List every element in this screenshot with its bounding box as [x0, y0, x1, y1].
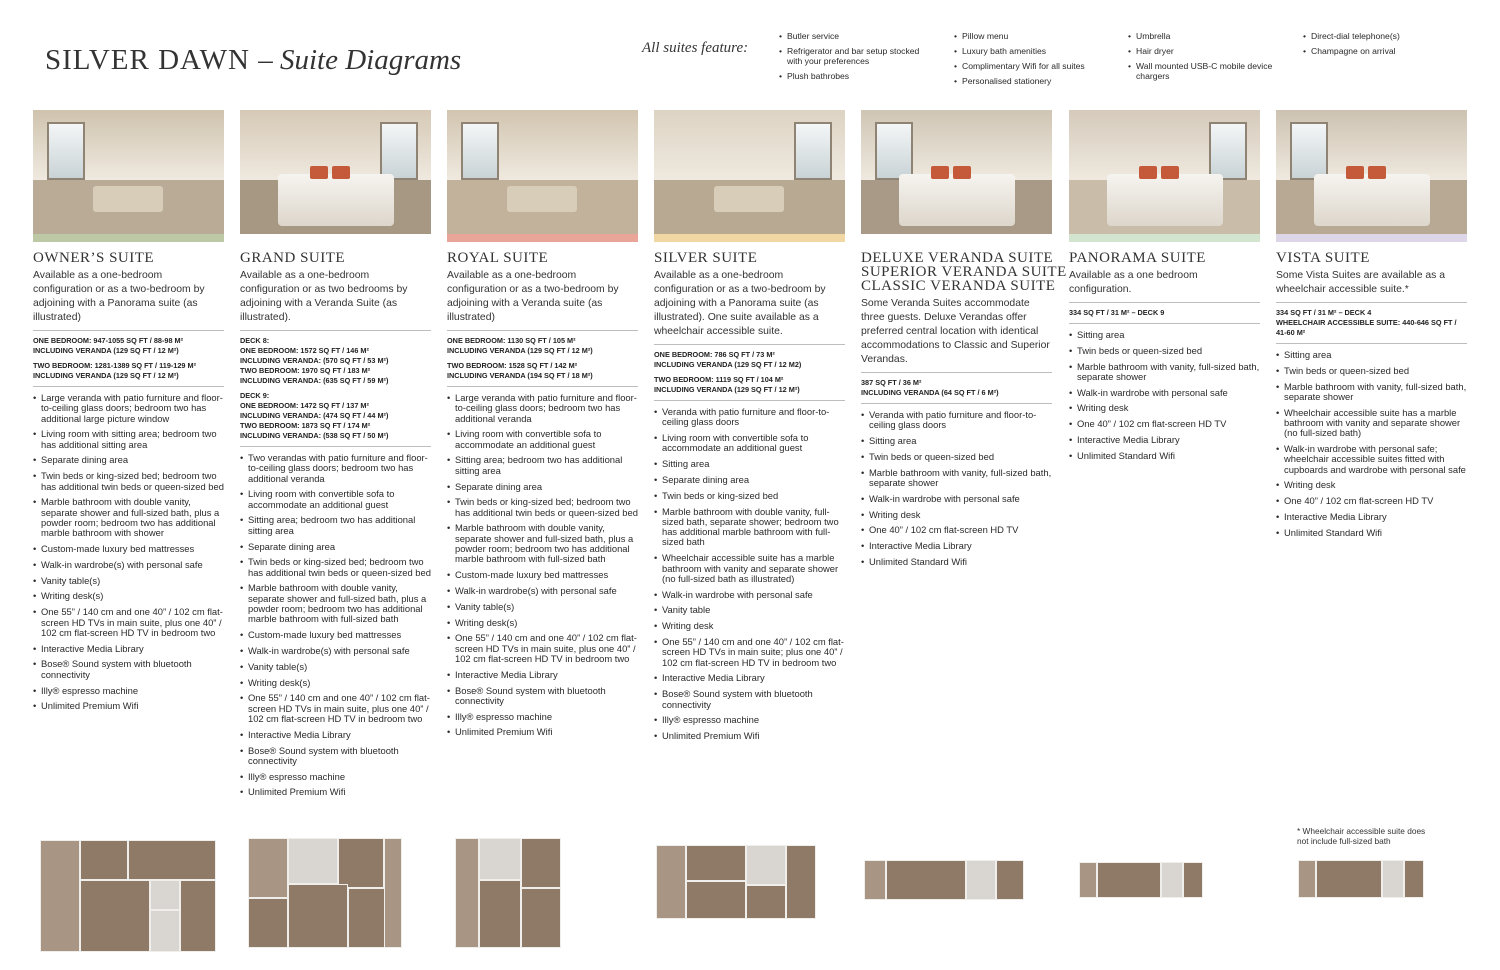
feature-column [1303, 31, 1453, 61]
spec-line: DECK 9: [240, 391, 270, 400]
suite-intro: Some Vista Suites are available as a wheelchair accessible suite.* [1276, 270, 1446, 295]
feature-column [779, 31, 929, 86]
suite-feature: • Sitting area [1069, 330, 1260, 340]
suite-feature-list [447, 393, 638, 738]
divider [861, 403, 1052, 404]
page-subtitle: – Suite Diagrams [258, 44, 462, 76]
suite-photo [1069, 110, 1260, 234]
suite-feature: • Illy® espresso machine [447, 712, 638, 722]
suite-feature: • Writing desk [1276, 480, 1467, 490]
floor-plan-room [1183, 862, 1203, 898]
floor-plan-room [886, 860, 966, 900]
suite-feature: • Living room with convertible sofa to accommodate an additional guest [447, 429, 638, 450]
suite-size-spec [240, 336, 431, 386]
divider [240, 446, 431, 447]
floor-plan-room [1382, 860, 1404, 898]
feature-item: • Hair dryer [1128, 46, 1273, 56]
suite-feature: • Marble bathroom with vanity, full-sized bath, separate shower [1069, 362, 1260, 383]
spec-line: INCLUDING VERANDA (194 SQ FT / 18 M²) [447, 371, 593, 380]
suite-feature: • Separate dining area [33, 455, 224, 465]
suite-feature: • Marble bathroom with double vanity, full-sized bath, separate shower; bedroom two has additional marble bathroom with full-sized bath [654, 507, 845, 548]
suite-size-spec [861, 378, 1052, 398]
suite-feature: • Twin beds or king-sized bed [654, 491, 845, 501]
feature-item: • Butler service [779, 31, 929, 41]
suite-feature: • Wheelchair accessible suite has a marble bathroom with vanity and separate shower (no full-sized bath as illustrated) [654, 553, 845, 584]
feature-item: • Direct-dial telephone(s) [1303, 31, 1453, 41]
suite-intro: Available as a one-bedroom configuration or as a two-bedroom by adjoining with a Veranda suite (as illustrated) [447, 270, 619, 323]
suite-feature: • One 55” / 140 cm and one 40” / 102 cm flat-screen HD TVs in main suite, plus one 40” / 102 cm flat-screen HD TV in bedroom two [33, 607, 224, 638]
divider [447, 330, 638, 331]
spec-line: 334 SQ FT / 31 M² – DECK 4 [1276, 308, 1372, 317]
spec-line: INCLUDING VERANDA: (538 SQ FT / 50 M²) [240, 431, 389, 440]
suite-feature: • Unlimited Standard Wifi [861, 557, 1052, 567]
spec-line: INCLUDING VERANDA (129 SQ FT / 12 M²) [654, 385, 800, 394]
suite-feature: • Walk-in wardrobe(s) with personal safe [240, 646, 431, 656]
suite-feature: • Twin beds or queen-sized bed [861, 452, 1052, 462]
suite-feature: • Marble bathroom with double vanity, separate shower and full-sized bath, plus a powder room; bedroom two has additional marble bathroom with shower [33, 497, 224, 538]
suite-feature: • Large veranda with patio furniture and floor-to-ceiling glass doors; bedroom two has additional large picture window [33, 393, 224, 424]
suite-feature: • Illy® espresso machine [33, 686, 224, 696]
divider [33, 330, 224, 331]
suite-feature: • Twin beds or king-sized bed; bedroom two has additional twin beds or queen-sized bed [447, 497, 638, 518]
color-stripe [1276, 234, 1467, 242]
spec-line: INCLUDING VERANDA: (570 SQ FT / 53 M²) [240, 356, 389, 365]
suite-feature: • Bose® Sound system with bluetooth connectivity [447, 686, 638, 707]
feature-item: • Umbrella [1128, 31, 1273, 41]
suite-feature: • Living room with sitting area; bedroom two has additional sitting area [33, 429, 224, 450]
suite-feature: • Illy® espresso machine [654, 715, 845, 725]
suite-name: OWNER’S SUITE [33, 250, 155, 266]
floor-plan-room [288, 838, 338, 884]
suite-photo [861, 110, 1052, 234]
suite-intro: Available as a one-bedroom configuration or as a two-bedroom by adjoining with a Panorama suite (as illustrated) [33, 270, 205, 323]
suite-size-spec [654, 350, 845, 370]
page-title [45, 44, 461, 77]
suite-feature: • Twin beds or queen-sized bed [1276, 366, 1467, 376]
suite-size-spec [447, 336, 638, 356]
suite-floor-plan [656, 845, 816, 919]
floor-plan-room [150, 910, 180, 952]
suite-feature: • One 55” / 140 cm and one 40” / 102 cm flat-screen HD TVs in main suite, plus one 40” / 102 cm flat-screen HD TV in bedroom two [240, 693, 431, 724]
spec-line: TWO BEDROOM: 1528 SQ FT / 142 M² [447, 361, 578, 370]
suite-feature: • Unlimited Standard Wifi [1276, 528, 1467, 538]
suite-feature: • Interactive Media Library [240, 730, 431, 740]
feature-item: • Pillow menu [954, 31, 1104, 41]
spec-line: ONE BEDROOM: 1572 SQ FT / 146 M² [240, 346, 369, 355]
color-stripe [240, 234, 431, 242]
floor-plan-room [1298, 860, 1316, 898]
floor-plan-room [521, 838, 561, 888]
floor-plan-room [248, 898, 288, 948]
suite-name: PANORAMA SUITE [1069, 250, 1206, 266]
features-label: All suites feature: [642, 40, 749, 56]
feature-item: • Wall mounted USB-C mobile device chargers [1128, 61, 1273, 81]
suite-column [240, 110, 431, 803]
spec-line: INCLUDING VERANDA (64 SQ FT / 6 M²) [861, 388, 999, 397]
footnote: * Wheelchair accessible suite does not include full-sized bath [1297, 826, 1426, 846]
suite-feature: • Custom-made luxury bed mattresses [33, 544, 224, 554]
divider [1069, 323, 1260, 324]
suite-name: VISTA SUITE [1276, 250, 1370, 266]
suite-feature: • Living room with convertible sofa to accommodate an additional guest [654, 433, 845, 454]
spec-line: ONE BEDROOM: 1130 SQ FT / 105 M² [447, 336, 576, 345]
spec-line: WHEELCHAIR ACCESSIBLE SUITE: 440-646 SQ FT / 41-60 M² [1276, 318, 1457, 337]
suite-feature: • Two verandas with patio furniture and floor-to-ceiling glass doors; bedroom two has additional veranda [240, 453, 431, 484]
suite-feature: • Walk-in wardrobe with personal safe [654, 590, 845, 600]
suite-feature: • Writing desk [654, 621, 845, 631]
suite-feature-list [240, 453, 431, 798]
suite-feature: • Sitting area; bedroom two has additional sitting area [447, 455, 638, 476]
suite-feature: • Sitting area; bedroom two has additional sitting area [240, 515, 431, 536]
floor-plan-room [455, 838, 479, 948]
floor-plan-room [479, 880, 521, 948]
suite-column [447, 110, 638, 743]
suite-feature: • Illy® espresso machine [240, 772, 431, 782]
floor-plan-room [1316, 860, 1382, 898]
feature-item: • Personalised stationery [954, 76, 1104, 86]
floor-plan-room [348, 888, 388, 948]
feature-item: • Champagne on arrival [1303, 46, 1453, 56]
suite-feature: • Interactive Media Library [654, 673, 845, 683]
suite-feature: • Marble bathroom with double vanity, separate shower and full-sized bath, plus a powder room; bedroom two has additional marble bathroom with full-sized bath [240, 583, 431, 624]
feature-item: • Luxury bath amenities [954, 46, 1104, 56]
suite-photo [1276, 110, 1467, 234]
divider [861, 372, 1052, 373]
feature-column [1128, 31, 1273, 86]
suite-feature: • Interactive Media Library [1276, 512, 1467, 522]
suite-size-spec [1276, 308, 1467, 338]
suite-feature-list [861, 410, 1052, 567]
suite-feature: • Walk-in wardrobe(s) with personal safe [447, 586, 638, 596]
suite-feature-list [1276, 350, 1467, 538]
floor-plan-room [1097, 862, 1161, 898]
suite-feature: • Unlimited Premium Wifi [654, 731, 845, 741]
suite-intro: Available as a one bedroom configuration. [1069, 270, 1198, 295]
floor-plan-room [746, 885, 786, 919]
floor-plan-room [864, 860, 886, 900]
divider [447, 386, 638, 387]
suite-feature: • Walk-in wardrobe with personal safe [1069, 388, 1260, 398]
suite-photo [33, 110, 224, 234]
suite-size-spec [654, 375, 845, 395]
suite-feature: • Unlimited Premium Wifi [447, 727, 638, 737]
suite-feature: • Living room with convertible sofa to accommodate an additional guest [240, 489, 431, 510]
suite-floor-plan [1079, 862, 1203, 898]
divider [1276, 302, 1467, 303]
divider [654, 344, 845, 345]
floor-plan-room [996, 860, 1024, 900]
suite-feature: • Unlimited Premium Wifi [240, 787, 431, 797]
suite-size-spec [240, 391, 431, 441]
divider [654, 400, 845, 401]
spec-line: INCLUDING VERANDA: (474 SQ FT / 44 M²) [240, 411, 389, 420]
suite-feature: • Unlimited Standard Wifi [1069, 451, 1260, 461]
suite-intro: Available as a one-bedroom configuration or as two bedrooms by adjoining with a Veranda Suite (as illustrated). [240, 270, 408, 323]
suite-feature: • Walk-in wardrobe with personal safe; wheelchair accessible suites fitted with cupboards and wardrobe with personal safe [1276, 444, 1467, 475]
suite-size-spec [1069, 308, 1260, 318]
floor-plan-room [746, 845, 786, 885]
floor-plan-room [338, 838, 384, 888]
suite-feature: • Separate dining area [654, 475, 845, 485]
suite-feature: • Twin beds or king-sized bed; bedroom two has additional twin beds or queen-sized bed [33, 471, 224, 492]
suite-feature: • Interactive Media Library [33, 644, 224, 654]
suite-name: SILVER SUITE [654, 250, 758, 266]
feature-item: • Refrigerator and bar setup stocked with your preferences [779, 46, 929, 66]
suite-floor-plan [40, 840, 216, 952]
suite-feature: • Bose® Sound system with bluetooth connectivity [33, 659, 224, 680]
floor-plan-room [384, 838, 402, 948]
suite-column [861, 110, 1067, 573]
divider [240, 330, 431, 331]
suite-feature: • Interactive Media Library [447, 670, 638, 680]
suite-photo [447, 110, 638, 234]
suite-feature: • Sitting area [861, 436, 1052, 446]
divider [1276, 343, 1467, 344]
suite-floor-plan [864, 860, 1024, 900]
floor-plan-room [1161, 862, 1183, 898]
floor-plan-room [686, 845, 746, 881]
feature-item: • Complimentary Wifi for all suites [954, 61, 1104, 71]
suite-size-spec [33, 336, 224, 356]
suite-feature: • Twin beds or queen-sized bed [1069, 346, 1260, 356]
suite-floor-plan [1298, 860, 1424, 898]
suite-feature: • One 55” / 140 cm and one 40” / 102 cm flat-screen HD TVs in main suite, plus one 40” / 102 cm flat-screen HD TV in bedroom two [447, 633, 638, 664]
floor-plan-room [150, 880, 180, 910]
suite-name: ROYAL SUITE [447, 250, 549, 266]
suite-feature: • Writing desk [1069, 403, 1260, 413]
color-stripe [1069, 234, 1260, 242]
suite-feature-list [33, 393, 224, 712]
color-stripe [861, 234, 1052, 242]
suite-feature: • Interactive Media Library [861, 541, 1052, 551]
suite-feature: • Writing desk(s) [447, 618, 638, 628]
suite-feature-list [654, 407, 845, 741]
floor-plan-room [288, 884, 348, 948]
suite-intro: Some Veranda Suites accommodate three guests. Deluxe Verandas offer preferred central location with identical accommodations to Classic and Superior Verandas. [861, 298, 1050, 365]
suite-column [33, 110, 224, 717]
spec-line: TWO BEDROOM: 1281-1389 SQ FT / 119-129 M² [33, 361, 197, 370]
suite-feature: • Vanity table(s) [447, 602, 638, 612]
spec-line: INCLUDING VERANDA (129 SQ FT / 12 M2) [654, 360, 802, 369]
suite-photo [240, 110, 431, 234]
suite-size-spec [447, 361, 638, 381]
floor-plan-room [128, 840, 216, 880]
suite-photo [654, 110, 845, 234]
floor-plan-room [40, 840, 80, 952]
suite-feature: • One 40” / 102 cm flat-screen HD TV [1069, 419, 1260, 429]
suite-feature: • Writing desk [861, 510, 1052, 520]
suite-feature: • Sitting area [654, 459, 845, 469]
suite-size-spec [33, 361, 224, 381]
suite-feature: • Wheelchair accessible suite has a marble bathroom with vanity and separate shower (no full-sized bath) [1276, 408, 1467, 439]
suite-feature: • Unlimited Premium Wifi [33, 701, 224, 711]
suite-feature: • Veranda with patio furniture and floor-to-ceiling glass doors [654, 407, 845, 428]
suite-feature: • Separate dining area [240, 542, 431, 552]
floor-plan-room [80, 840, 128, 880]
color-stripe [33, 234, 224, 242]
suite-feature: • Separate dining area [447, 482, 638, 492]
floor-plan-room [686, 881, 746, 919]
suite-feature: • Marble bathroom with vanity, full-sized bath, separate shower [861, 468, 1052, 489]
spec-line: INCLUDING VERANDA (129 SQ FT / 12 M²) [447, 346, 593, 355]
spec-line: INCLUDING VERANDA (129 SQ FT / 12 M²) [33, 371, 179, 380]
floor-plan-room [248, 838, 288, 898]
suite-floor-plan [455, 838, 561, 948]
floor-plan-room [786, 845, 816, 919]
color-stripe [447, 234, 638, 242]
suite-feature: • Bose® Sound system with bluetooth connectivity [240, 746, 431, 767]
floor-plan-room [80, 880, 150, 952]
suite-feature-list [1069, 330, 1260, 461]
suite-feature: • One 55” / 140 cm and one 40” / 102 cm flat-screen HD TVs in main suite; plus one 40” / 102 cm flat-screen HD TV in bedroom two [654, 637, 845, 668]
suite-feature: • Custom-made luxury bed mattresses [240, 630, 431, 640]
divider [1069, 302, 1260, 303]
spec-line: DECK 8: [240, 336, 270, 345]
suite-feature: • Twin beds or king-sized bed; bedroom two has additional twin beds or queen-sized bed [240, 557, 431, 578]
suite-feature: • Large veranda with patio furniture and floor-to-ceiling glass doors; bedroom two has additional veranda [447, 393, 638, 424]
suite-feature: • Custom-made luxury bed mattresses [447, 570, 638, 580]
suite-feature: • Vanity table [654, 605, 845, 615]
floor-plan-room [1404, 860, 1424, 898]
floor-plan-room [966, 860, 996, 900]
spec-line: ONE BEDROOM: 947-1055 SQ FT / 88-98 M² [33, 336, 184, 345]
suite-feature: • Writing desk(s) [240, 678, 431, 688]
suite-name: DELUXE VERANDA SUITE SUPERIOR VERANDA SUITE CLASSIC VERANDA SUITE [861, 250, 1067, 294]
floor-plan-room [1079, 862, 1097, 898]
suite-feature: • Walk-in wardrobe(s) with personal safe [33, 560, 224, 570]
ship-name: SILVER DAWN [45, 44, 250, 76]
suite-feature: • Vanity table(s) [240, 662, 431, 672]
suite-feature: • Vanity table(s) [33, 576, 224, 586]
suite-feature: • Veranda with patio furniture and floor-to-ceiling glass doors [861, 410, 1052, 431]
suite-column [1069, 110, 1260, 467]
feature-item: • Plush bathrobes [779, 71, 929, 81]
suite-feature: • Marble bathroom with double vanity, separate shower and full-sized bath, plus a powder room; bedroom two has additional marble bathroom with full-sized bath [447, 523, 638, 564]
spec-line: INCLUDING VERANDA: (635 SQ FT / 59 M²) [240, 376, 389, 385]
color-stripe [654, 234, 845, 242]
spec-line: INCLUDING VERANDA (129 SQ FT / 12 M²) [33, 346, 179, 355]
spec-line: TWO BEDROOM: 1873 SQ FT / 174 M² [240, 421, 371, 430]
suite-feature: • Interactive Media Library [1069, 435, 1260, 445]
spec-line: 334 SQ FT / 31 M² – DECK 9 [1069, 308, 1165, 317]
divider [33, 386, 224, 387]
suite-feature: • Walk-in wardrobe with personal safe [861, 494, 1052, 504]
spec-line: 387 SQ FT / 36 M² [861, 378, 922, 387]
suite-column [1276, 110, 1467, 544]
spec-line: TWO BEDROOM: 1970 SQ FT / 183 M² [240, 366, 371, 375]
spec-line: ONE BEDROOM: 786 SQ FT / 73 M² [654, 350, 775, 359]
suite-feature: • One 40” / 102 cm flat-screen HD TV [861, 525, 1052, 535]
floor-plan-room [180, 880, 216, 952]
suite-name: GRAND SUITE [240, 250, 346, 266]
feature-column [954, 31, 1104, 91]
suite-feature: • One 40” / 102 cm flat-screen HD TV [1276, 496, 1467, 506]
spec-line: TWO BEDROOM: 1119 SQ FT / 104 M² [654, 375, 784, 384]
suite-feature: • Writing desk(s) [33, 591, 224, 601]
suite-intro: Available as a one-bedroom configuration or as a two-bedroom by adjoining with a Panorama suite (as illustrated). One suite available as a wheelchair accessible suite. [654, 270, 826, 337]
floor-plan-room [479, 838, 521, 880]
suite-column [654, 110, 845, 747]
floor-plan-room [656, 845, 686, 919]
spec-line: ONE BEDROOM: 1472 SQ FT / 137 M² [240, 401, 369, 410]
suite-feature: • Bose® Sound system with bluetooth connectivity [654, 689, 845, 710]
suite-feature: • Marble bathroom with vanity, full-sized bath, separate shower [1276, 382, 1467, 403]
suite-feature: • Sitting area [1276, 350, 1467, 360]
floor-plan-room [521, 888, 561, 948]
suite-floor-plan [248, 838, 402, 948]
